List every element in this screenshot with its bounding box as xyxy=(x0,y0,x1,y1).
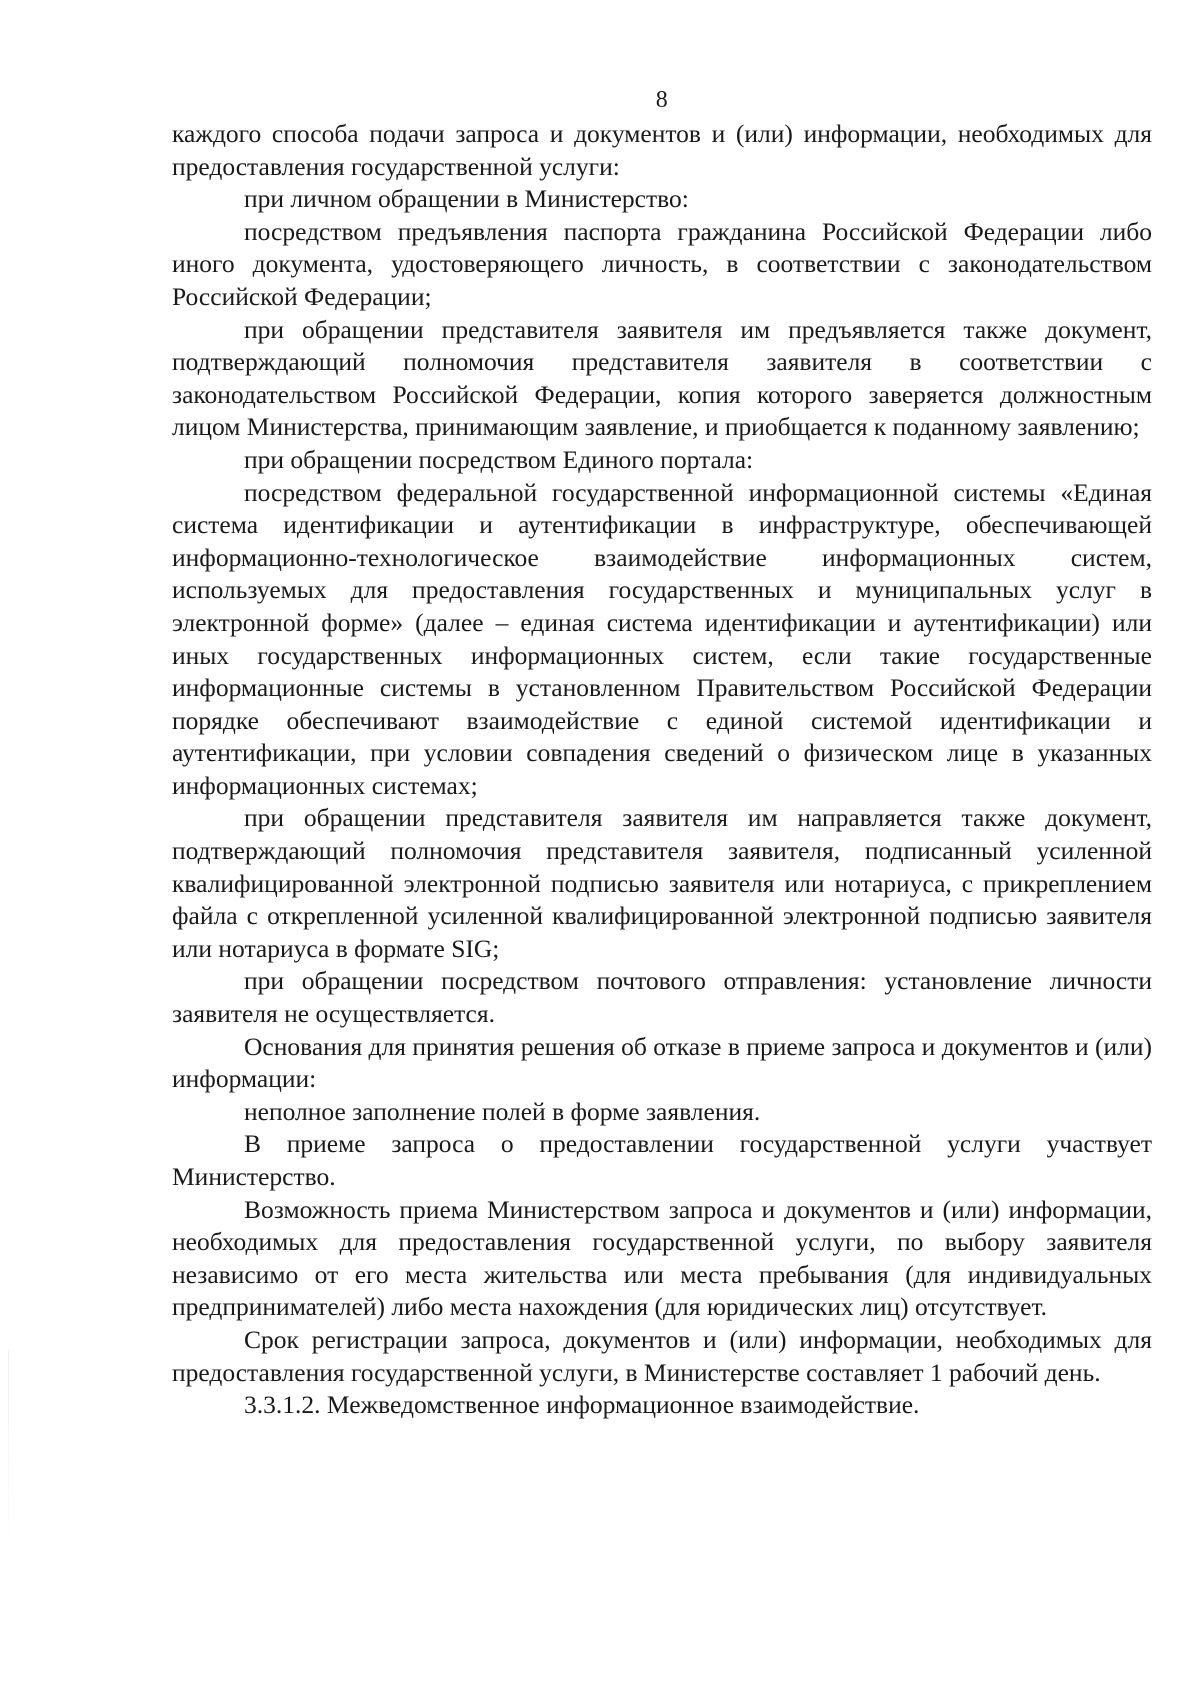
paragraph-14: 3.3.1.2. Межведомственное информационное взаимодействие. xyxy=(244,1390,920,1420)
paragraph-6: посредством федеральной государственной информационной системы «Единая система идентификации и аутентификации в инфраструктуре, обеспечивающей информационно-технологическое взаимодействие информационных систем, используемых для предоставления государственных и муниципальных услуг в электронной форме» (далее – единая система идентификации и аутентификации) или иных государственных информационных систем, если такие государственные информационные системы в установленном Правительством Российской Федерации порядке обеспечивают взаимодействие с единой системой идентификации и аутентификации, при условии совпадения сведений о физическом лице в указанных информационных системах; xyxy=(172,477,1152,800)
paragraph-9: Основания для принятия решения об отказе в приеме запроса и документов и (или) информации: xyxy=(172,1031,1152,1094)
document-body xyxy=(172,118,1152,1422)
scan-edge-artifact xyxy=(8,1350,9,1550)
paragraph-12: Возможность приема Министерством запроса и документов и (или) информации, необходимых для предоставления государственной услуги, по выбору заявителя независимо от его места жительства или места пребывания (для индивидуальных предпринимателей) либо места нахождения (для юридических лиц) отсутствует. xyxy=(172,1194,1152,1322)
paragraph-1: каждого способа подачи запроса и документов и (или) информации, необходимых для предоставления государственной услуги: xyxy=(172,119,1152,181)
paragraph-8: при обращении посредством почтового отправления: установление личности заявителя не осуществляется. xyxy=(172,966,1152,1029)
paragraph-10: неполное заполнение полей в форме заявления. xyxy=(244,1096,761,1126)
paragraph-13: Срок регистрации запроса, документов и (или) информации, необходимых для предоставления государственной услуги, в Министерстве составляет 1 рабочий день. xyxy=(172,1324,1152,1387)
paragraph-11: В приеме запроса о предоставлении государственной услуги участвует Министерство. xyxy=(172,1129,1152,1191)
paragraph-4: при обращении представителя заявителя им предъявляется также документ, подтверждающий полномочия представителя заявителя в соответствии с законодательством Российской Федерации, копия которого заверяется должностным лицом Министерства, принимающим заявление, и приобщается к поданному заявлению; xyxy=(172,314,1152,442)
paragraph-7: при обращении представителя заявителя им направляется также документ, подтверждающий полномочия представителя заявителя, подписанный усиленной квалифицированной электронной подписью заявителя или нотариуса, с прикреплением файла с открепленной усиленной квалифицированной электронной подписью заявителя или нотариуса в формате SIG; xyxy=(172,803,1152,963)
paragraph-2: при личном обращении в Министерство: xyxy=(244,184,689,214)
paragraph-5: при обращении посредством Единого портала: xyxy=(244,444,754,474)
paragraph-3: посредством предъявления паспорта гражданина Российской Федерации либо иного документа, удостоверяющего личность, в соответствии с законодательством Российской Федерации; xyxy=(172,216,1152,311)
page-number: 8 xyxy=(655,87,669,113)
